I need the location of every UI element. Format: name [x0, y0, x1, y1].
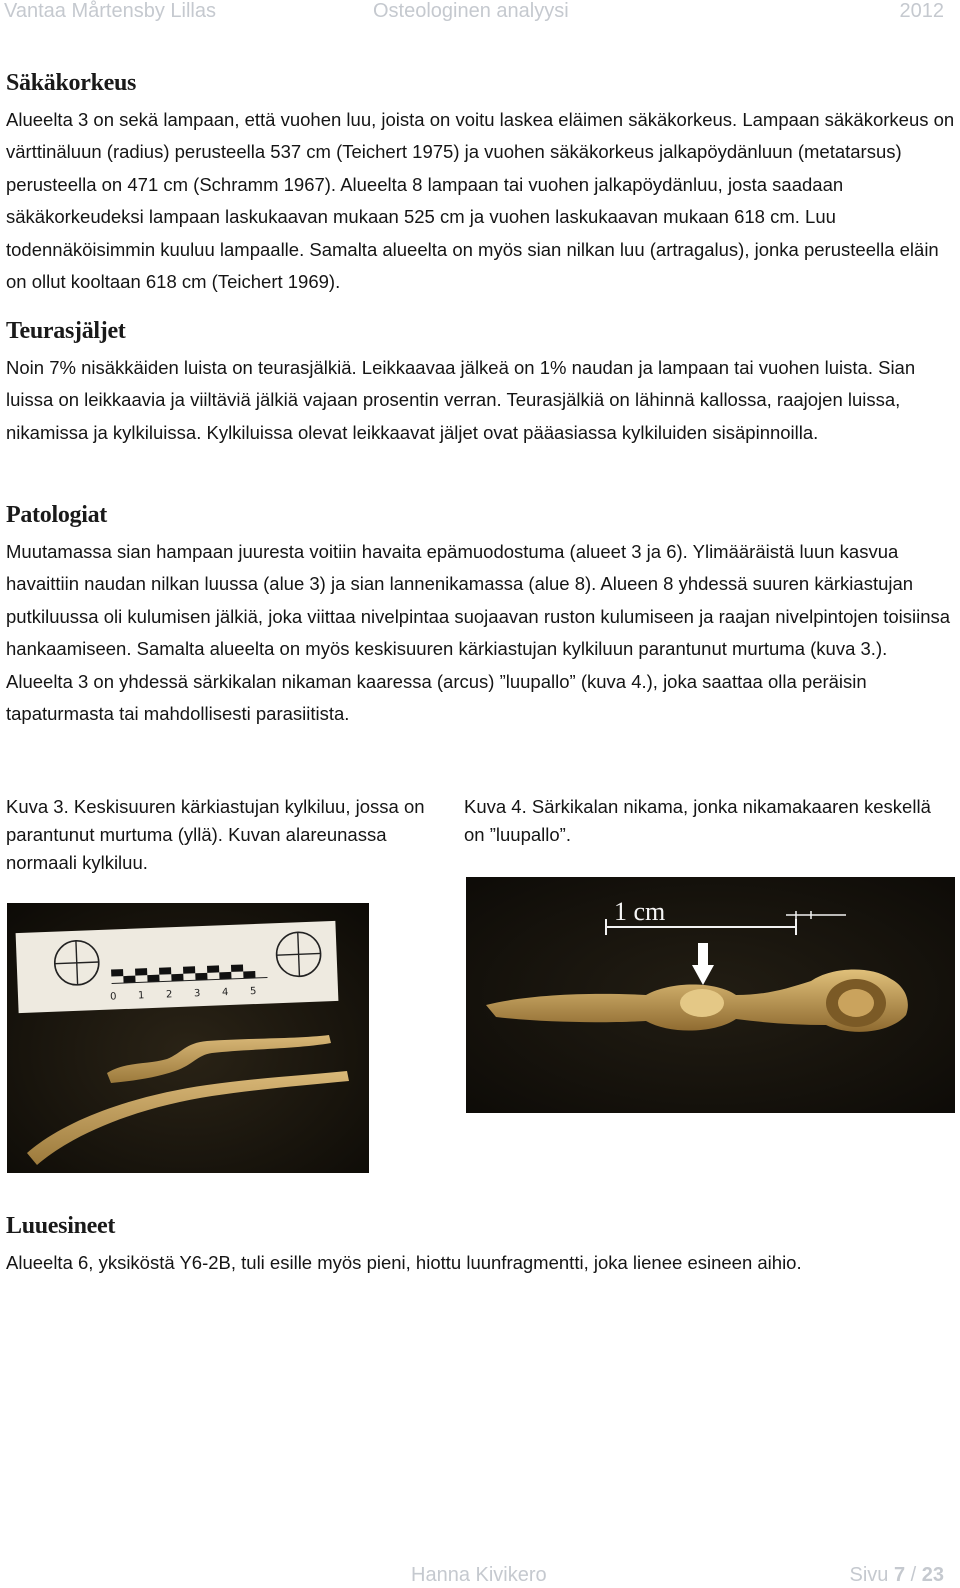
scale-tick-label: 5: [249, 985, 257, 998]
scale-card: [16, 921, 339, 1013]
page-current: 7: [893, 1564, 906, 1586]
header-subtitle: Osteologinen analyysi: [373, 0, 569, 22]
header-title: Vantaa Mårtensby Lillas: [4, 0, 216, 22]
figure-caption-kuva3: Kuva 3. Keskisuuren kärkiastujan kylkiluu, jossa on parantunut murtuma (yllä). Kuvan alareunassa normaali kylkiluu.: [6, 796, 425, 873]
section-text-teurasjaljet: Noin 7% nisäkkäiden luista on teurasjälkiä. Leikkaavaa jälkeä on 1% naudan ja lampaan tai vuohen luista. Sian luissa on leikkaavia ja viiltäviä jälkiä vajaan prosentin verran. Teurasjälkiä on lähinnä kallossa, raajojen luissa, nikamissa ja kylkiluissa. Kylkiluissa olevat leikkaavat jäljet ovat pääasiassa kylkiluiden sisäpinnoilla.: [6, 357, 916, 443]
section-text-sakakorkeus: Alueelta 3 on sekä lampaan, että vuohen luu, joista on voitu laskea eläimen säkäkorkeus. Lampaan säkäkorkeus on värttinäluun (radius) perusteella 537 cm (Teichert 1975) ja vuohen säkäkorkeus jalkapöydänluun (metatarsus) perusteella on 471 cm (Schramm 1967). Alueelta 8 lampaan tai vuohen jalkapöydänluu, josta saadaan säkäkorkeudeksi lampaan laskukaavan mukaan 525 cm ja vuohen laskukaavan mukaan 618 cm. Luu todennäköisimmin kuuluu lampaalle. Samalta alueelta on myös sian nilkan luu (artragalus), jonka perusteella eläin on ollut kooltaan 618 cm (Teichert 1969).: [6, 109, 955, 293]
figure-image-kuva4: [466, 877, 955, 1113]
header-year: 2012: [899, 0, 944, 22]
scale-tick-label: 0: [109, 991, 117, 1003]
section-text-luuesineet: Alueelta 6, yksiköstä Y6-2B, tuli esille myös pieni, hiottu luunfragmentti, joka lienee esineen aihio.: [6, 1252, 802, 1273]
footer-author: Hanna Kivikero: [411, 1564, 547, 1586]
figure-image-kuva3: [7, 903, 369, 1173]
section-heading-luuesineet: Luuesineet: [6, 1213, 116, 1239]
section-heading-teurasjaljet: Teurasjäljet: [6, 318, 126, 344]
scale-label: 1 cm: [614, 897, 666, 926]
scale-tick-label: 2: [165, 989, 173, 1001]
scale-tick-label: 4: [221, 987, 229, 999]
scale-tick-label: 1: [137, 990, 145, 1002]
footer-page-number: [849, 1564, 944, 1587]
figure-caption-kuva4: Kuva 4. Särkikalan nikama, jonka nikamakaaren keskellä on ”luupallo”.: [464, 796, 931, 845]
running-header: [0, 0, 960, 26]
page-prefix: Sivu: [849, 1564, 894, 1586]
page-separator: /: [905, 1564, 922, 1586]
scale-tick-label: 3: [193, 988, 201, 1000]
section-heading-patologiat: Patologiat: [6, 502, 107, 528]
page-total: 23: [921, 1564, 944, 1586]
section-heading-sakakorkeus: Säkäkorkeus: [6, 70, 137, 96]
section-text-patologiat: Muutamassa sian hampaan juuresta voitiin havaita epämuodostuma (alueet 3 ja 6). Ylimääräistä luun kasvua havaittiin naudan nilkan luussa (alue 3) ja sian lannenikamassa (alue 8). Alueen 8 yhdessä suuren kärkiastujan putkiluussa oli kulumisen jälkiä, joka viittaa nivelpintaa suojaavan ruston kulumiseen ja raajan nivelpintojen toisiinsa hankaamiseen. Samalta alueelta on myös keskisuuren kärkiastujan kylkiluun parantunut murtuma (kuva 3.). Alueelta 3 on yhdessä särkikalan nikaman kaaressa (arcus) ”luupallo” (kuva 4.), joka saattaa olla peräisin tapaturmasta tai mahdollisesti parasiitista.: [6, 541, 951, 725]
